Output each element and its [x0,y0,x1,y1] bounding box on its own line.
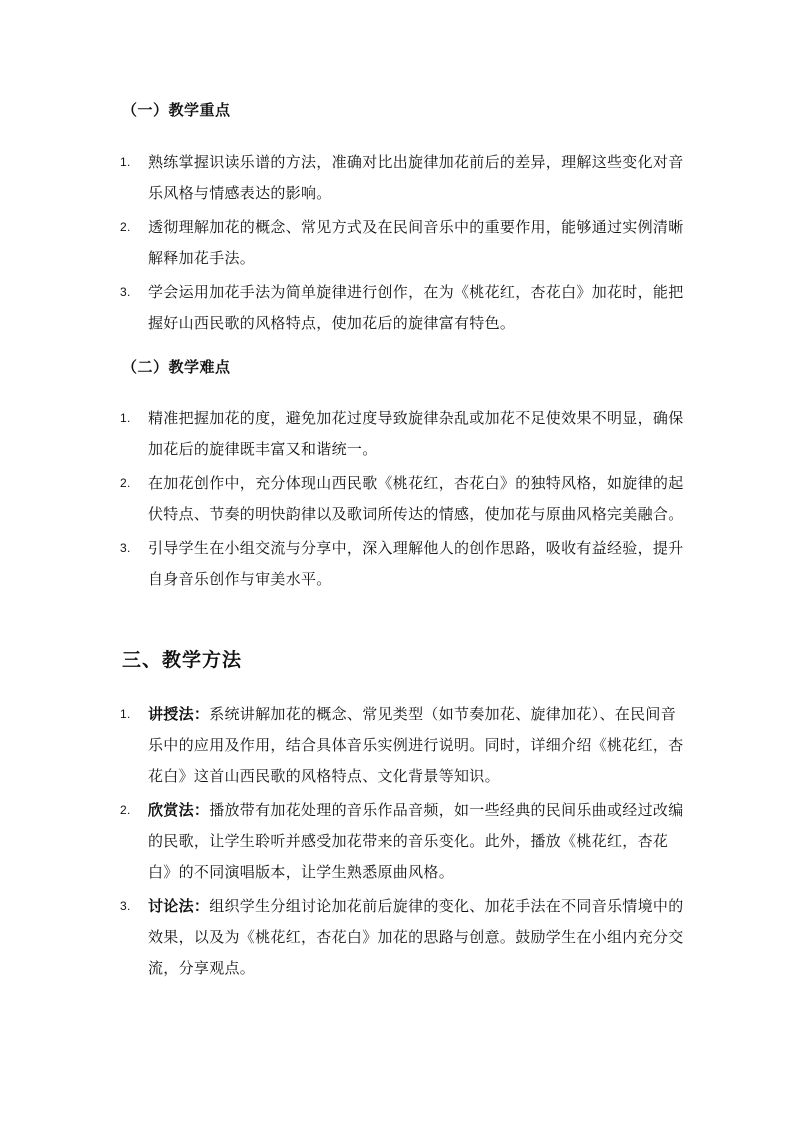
list-item [120,699,690,792]
list-item [120,795,690,888]
list-item [120,277,690,339]
list-item-text: 播放带有加花处理的音乐作品音频，如一些经典的民间乐曲或经过改编的民歌，让学生聆听并感受加花带来的音乐变化。此外，播放《桃花红，杏花白》的不同演唱版本，让学生熟悉原曲风格。 [148,801,684,881]
teaching-difficulties-list [120,403,690,598]
section-heading-teaching-difficulties: （二）教学难点 [122,358,231,376]
list-number: 1. [120,411,131,425]
list-number: 3. [120,285,131,299]
list-item [120,147,690,209]
list-number: 2. [120,476,131,490]
section-heading-teaching-methods: 三、教学方法 [122,649,243,671]
list-item-text: 熟练掌握识读乐谱的方法，准确对比出旋律加花前后的差异，理解这些变化对音乐风格与情感表达的影响。 [148,153,684,202]
list-number: 3. [120,899,131,913]
list-number: 3. [120,541,131,555]
list-item-text: 组织学生分组讨论加花前后旋律的变化、加花手法在不同音乐情境中的效果，以及为《桃花红，杏花白》加花的思路与创意。鼓励学生在小组内充分交流，分享观点。 [148,897,684,977]
list-number: 2. [120,220,131,234]
list-item [120,468,690,530]
list-item-text: 在加花创作中，充分体现山西民歌《桃花红，杏花白》的独特风格，如旋律的起伏特点、节奏的明快韵律以及歌词所传达的情感，使加花与原曲风格完美融合。 [148,474,684,523]
list-item [120,533,690,595]
teaching-focus-list [120,147,690,342]
list-item-text: 引导学生在小组交流与分享中，深入理解他人的创作思路，吸收有益经验，提升自身音乐创作与审美水平。 [148,539,684,588]
list-item-text: 透彻理解加花的概念、常见方式及在民间音乐中的重要作用，能够通过实例清晰解释加花手法。 [148,218,684,267]
method-term: 讨论法： [148,897,210,915]
list-item-text: 精准把握加花的度，避免加花过度导致旋律杂乱或加花不足使效果不明显，确保加花后的旋律既丰富又和谐统一。 [148,409,684,458]
list-item [120,891,690,984]
section-heading-teaching-focus: （一）教学重点 [122,101,231,119]
method-term: 欣赏法： [148,801,210,819]
list-item [120,212,690,274]
method-term: 讲授法： [148,705,210,723]
teaching-methods-list [120,699,690,987]
list-item [120,403,690,465]
list-number: 1. [120,155,131,169]
list-number: 1. [120,707,131,721]
list-item-text: 学会运用加花手法为简单旋律进行创作，在为《桃花红，杏花白》加花时，能把握好山西民歌的风格特点，使加花后的旋律富有特色。 [148,283,684,332]
list-item-text: 系统讲解加花的概念、常见类型（如节奏加花、旋律加花）、在民间音乐中的应用及作用，结合具体音乐实例进行说明。同时，详细介绍《桃花红，杏花白》这首山西民歌的风格特点、文化背景等知识。 [148,705,684,785]
list-number: 2. [120,803,131,817]
